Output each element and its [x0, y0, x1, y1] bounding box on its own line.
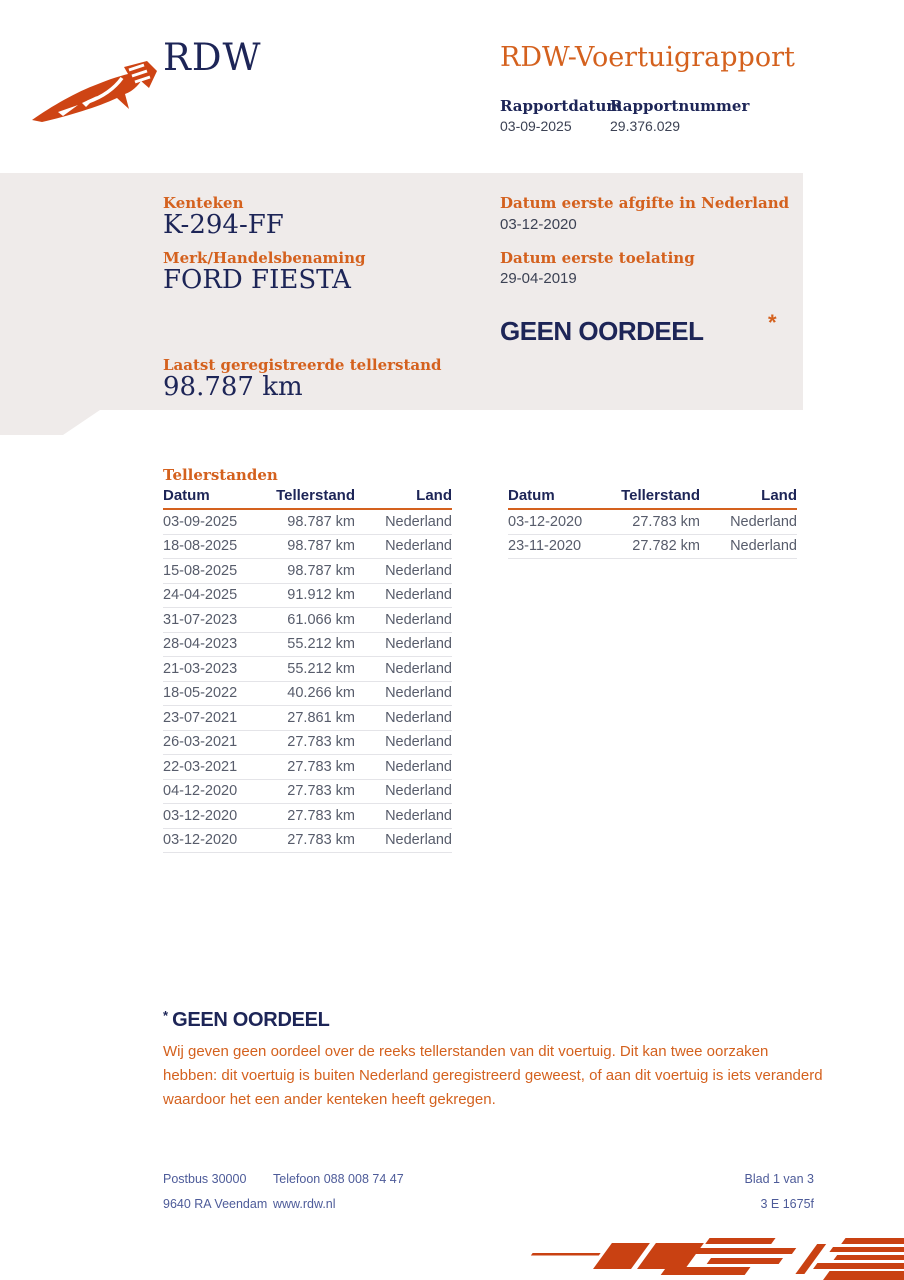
cell-datum: 04-12-2020: [163, 783, 238, 800]
cell-land: Nederland: [385, 734, 452, 751]
column-header-land: Land: [761, 487, 797, 504]
table-row: [163, 535, 452, 560]
footnote-heading: [163, 1008, 330, 1032]
table-row: [163, 608, 452, 633]
cell-datum: 23-07-2021: [163, 709, 238, 726]
cell-land: Nederland: [385, 685, 452, 702]
cell-datum: 18-08-2025: [163, 538, 238, 555]
cell-tellerstand: 55.212 km: [287, 636, 355, 653]
table-row: [163, 804, 452, 829]
column-header-datum: Datum: [163, 487, 210, 504]
table-header-row: [163, 487, 452, 510]
table-header-row: [508, 487, 797, 510]
laatste-tellerstand-value: 98.787 km: [163, 372, 303, 402]
datum-afgifte-value: 03-12-2020: [500, 216, 577, 233]
cell-datum: 26-03-2021: [163, 734, 238, 751]
cell-land: Nederland: [730, 538, 797, 555]
cell-land: Nederland: [385, 758, 452, 775]
cell-datum: 03-12-2020: [508, 513, 583, 530]
footer-website-link[interactable]: www.rdw.nl: [273, 1197, 336, 1211]
cell-land: Nederland: [385, 783, 452, 800]
table-row: [163, 829, 452, 854]
cell-land: Nederland: [385, 636, 452, 653]
footer-postbus: Postbus 30000: [163, 1172, 247, 1186]
oordeel-asterisk: *: [768, 310, 777, 335]
footer-phone: Telefoon 088 008 74 47: [273, 1172, 404, 1186]
rdw-speed-stripes-graphic: [505, 1236, 904, 1280]
cell-datum: 21-03-2023: [163, 660, 238, 677]
footnote-title: GEEN OORDEEL: [172, 1009, 330, 1031]
tellerstanden-table-right: [508, 487, 797, 559]
cell-land: Nederland: [385, 562, 452, 579]
column-header-datum: Datum: [508, 487, 555, 504]
cell-datum: 18-05-2022: [163, 685, 238, 702]
kenteken-label: Kenteken: [163, 194, 244, 212]
oordeel-verdict: GEEN OORDEEL: [500, 316, 704, 346]
datum-afgifte-label: Datum eerste afgifte in Nederland: [500, 194, 790, 212]
footnote-explanation: Wij geven geen oordeel over de reeks tellerstanden van dit voertuig. Dit kan twee oorzaken hebben: dit voertuig is buiten Nederland geregistreerd geweest, of aan dit voertuig is iets veranderd waardoor het een ander kenteken heeft gekregen.: [163, 1043, 823, 1108]
table-row: [163, 657, 452, 682]
logo-wordmark: RDW: [163, 36, 262, 79]
cell-land: Nederland: [730, 513, 797, 530]
footer-form-code: 3 E 1675f: [760, 1197, 814, 1211]
merk-label: Merk/Handelsbenaming: [163, 249, 366, 267]
table-row: [163, 780, 452, 805]
table-row: [163, 706, 452, 731]
tellerstanden-table-left: [163, 487, 452, 853]
cell-tellerstand: 61.066 km: [287, 611, 355, 628]
cell-land: Nederland: [385, 807, 452, 824]
column-header-land: Land: [416, 487, 452, 504]
cell-tellerstand: 27.783 km: [287, 758, 355, 775]
rdw-logo-icon: [30, 48, 160, 128]
report-number-value: 29.376.029: [610, 118, 681, 134]
tellerstanden-section-title: Tellerstanden: [163, 466, 278, 484]
table-row: [163, 755, 452, 780]
cell-land: Nederland: [385, 709, 452, 726]
cell-tellerstand: 27.783 km: [287, 783, 355, 800]
table-row: [163, 731, 452, 756]
cell-tellerstand: 27.783 km: [287, 832, 355, 849]
report-number-label: Rapportnummer: [610, 97, 750, 115]
cell-tellerstand: 91.912 km: [287, 587, 355, 604]
cell-datum: 03-12-2020: [163, 807, 238, 824]
cell-datum: 22-03-2021: [163, 758, 238, 775]
table-row: [163, 559, 452, 584]
cell-tellerstand: 55.212 km: [287, 660, 355, 677]
cell-tellerstand: 40.266 km: [287, 685, 355, 702]
laatste-tellerstand-label: Laatst geregistreerde tellerstand: [163, 356, 442, 374]
table-row: [508, 535, 797, 560]
cell-land: Nederland: [385, 660, 452, 677]
footnote-asterisk: *: [163, 1008, 169, 1023]
cell-datum: 23-11-2020: [508, 538, 582, 555]
cell-tellerstand: 27.861 km: [287, 709, 355, 726]
cell-datum: 03-12-2020: [163, 832, 238, 849]
cell-tellerstand: 98.787 km: [287, 538, 355, 555]
cell-land: Nederland: [385, 832, 452, 849]
cell-datum: 28-04-2023: [163, 636, 238, 653]
vehicle-summary-panel: [0, 173, 803, 435]
datum-toelating-value: 29-04-2019: [500, 270, 577, 287]
cell-land: Nederland: [385, 587, 452, 604]
cell-land: Nederland: [385, 611, 452, 628]
cell-datum: 31-07-2023: [163, 611, 238, 628]
footer-city: 9640 RA Veendam: [163, 1197, 268, 1211]
table-row: [163, 584, 452, 609]
cell-land: Nederland: [385, 513, 452, 530]
cell-datum: 24-04-2025: [163, 587, 238, 604]
merk-value: FORD FIESTA: [163, 265, 351, 295]
cell-tellerstand: 98.787 km: [287, 562, 355, 579]
table-row: [163, 633, 452, 658]
report-title: RDW-Voertuigrapport: [500, 42, 795, 73]
table-row: [508, 510, 797, 535]
kenteken-value: K-294-FF: [163, 210, 284, 240]
table-row: [163, 510, 452, 535]
cell-tellerstand: 27.783 km: [287, 807, 355, 824]
cell-datum: 15-08-2025: [163, 562, 238, 579]
report-date-value: 03-09-2025: [500, 118, 572, 134]
report-date-label: Rapportdatum: [500, 97, 623, 115]
column-header-tellerstand: Tellerstand: [276, 487, 355, 504]
cell-tellerstand: 27.782 km: [632, 538, 700, 555]
table-row: [163, 682, 452, 707]
cell-datum: 03-09-2025: [163, 513, 238, 530]
cell-tellerstand: 27.783 km: [632, 513, 700, 530]
cell-tellerstand: 27.783 km: [287, 734, 355, 751]
column-header-tellerstand: Tellerstand: [621, 487, 700, 504]
cell-tellerstand: 98.787 km: [287, 513, 355, 530]
footer-page-number: Blad 1 van 3: [744, 1172, 814, 1186]
datum-toelating-label: Datum eerste toelating: [500, 249, 695, 267]
cell-land: Nederland: [385, 538, 452, 555]
